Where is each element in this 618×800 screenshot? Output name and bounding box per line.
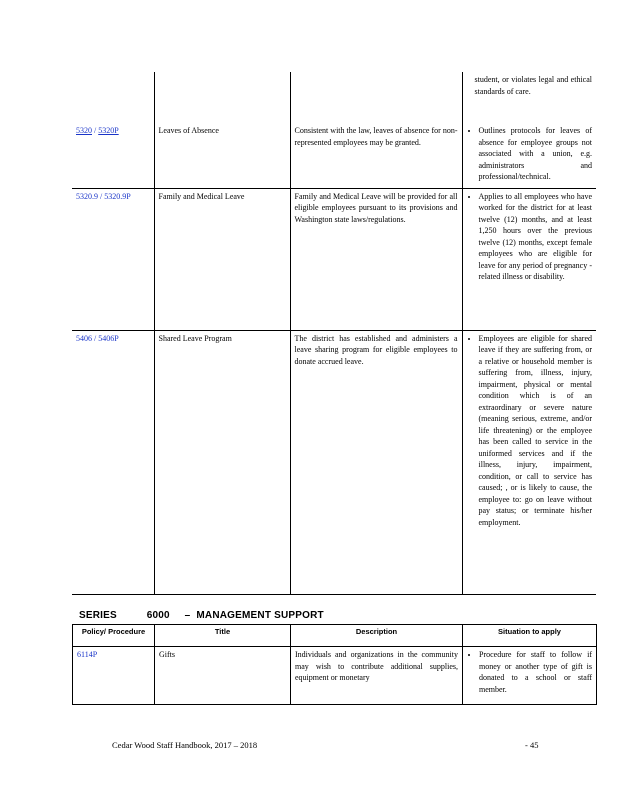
series-heading: SERIES 6000 – MANAGEMENT SUPPORT xyxy=(79,610,324,621)
policy-cell: 5320 / 5320P xyxy=(76,126,119,135)
policy-link[interactable]: 6114P xyxy=(77,650,98,659)
table-row xyxy=(72,330,596,594)
situation-bullet: • Employees are eligible for shared leave if they are suffering from, or a relative or household member is suffering from, illness, injury, impairment, physical or mental condition which is of an extraordinary or severe nature (meaning serious, extreme, and/or life threatening) or the employee has been called to service in the uniformed services and if the illness, injury, impairment, condition, or call to service has caused; , or is likely to cause, the employee to: go on leave without pay status; or terminate his/her employment. xyxy=(479,333,593,529)
page-number: - 45 xyxy=(525,740,539,750)
policy-cell xyxy=(73,647,155,705)
header-description: Description xyxy=(291,625,463,647)
policy-cell: 5320.9 / 5320.9P xyxy=(72,188,154,330)
header-situation: Situation to apply xyxy=(463,625,597,647)
policy-link[interactable]: 5320 xyxy=(76,126,92,135)
situation-continuation: student, or violates legal and ethical standards of care. xyxy=(462,72,596,117)
title-cell: Leaves of Absence xyxy=(154,117,290,188)
header-policy: Policy/ Procedure xyxy=(73,625,155,647)
situation-cell xyxy=(462,188,596,330)
description-cell: The district has established and administers a leave sharing program for eligible employees to donate accrued leave. xyxy=(290,330,462,594)
table-row xyxy=(73,647,597,705)
procedure-link[interactable]: 5320.9P xyxy=(104,191,131,201)
footer-text: Cedar Wood Staff Handbook, 2017 – 2018 xyxy=(112,740,258,750)
situation-cell xyxy=(463,647,597,705)
table-row xyxy=(72,188,596,330)
description-cell: Individuals and organizations in the community may wish to contribute additional supplies, equipment or monetary xyxy=(291,647,463,705)
title-cell: Gifts xyxy=(155,647,291,705)
table-header-row xyxy=(73,625,597,647)
procedure-link[interactable]: 5320P xyxy=(98,126,119,135)
policy-cell: 5406 / 5406P xyxy=(72,330,154,594)
policy-link[interactable]: 5406 xyxy=(76,333,92,343)
header-title: Title xyxy=(155,625,291,647)
title-cell: Shared Leave Program xyxy=(154,330,290,594)
title-cell: Family and Medical Leave xyxy=(154,188,290,330)
description-cell: Consistent with the law, leaves of absence for non-represented employees may be granted. xyxy=(290,117,462,188)
procedure-link[interactable]: 5406P xyxy=(98,333,119,343)
policy-table-series-5000 xyxy=(72,72,596,595)
situation-bullet: • Procedure for staff to follow if money or another type of gift is donated to a school or staff member. xyxy=(479,649,592,695)
policy-link[interactable]: 5320.9 xyxy=(76,191,98,201)
policy-table-series-6000 xyxy=(72,624,597,705)
situation-cell xyxy=(462,330,596,594)
table-row xyxy=(72,117,596,188)
situation-bullet: • Outlines protocols for leaves of absence for employee groups not associated with a union, e.g. administrators and professional/technical. xyxy=(479,125,593,183)
description-cell: Family and Medical Leave will be provided for all eligible employees pursuant to its provisions and Washington state laws/regulations. xyxy=(290,188,462,330)
situation-cell xyxy=(462,117,596,188)
situation-bullet: • Applies to all employees who have worked for the district for at least twelve (12) months, and at least 1,250 hours over the previous twelve (12) months, except female employees who are eligible for leave for any period of pregnancy - related illness or disability. xyxy=(479,191,593,283)
